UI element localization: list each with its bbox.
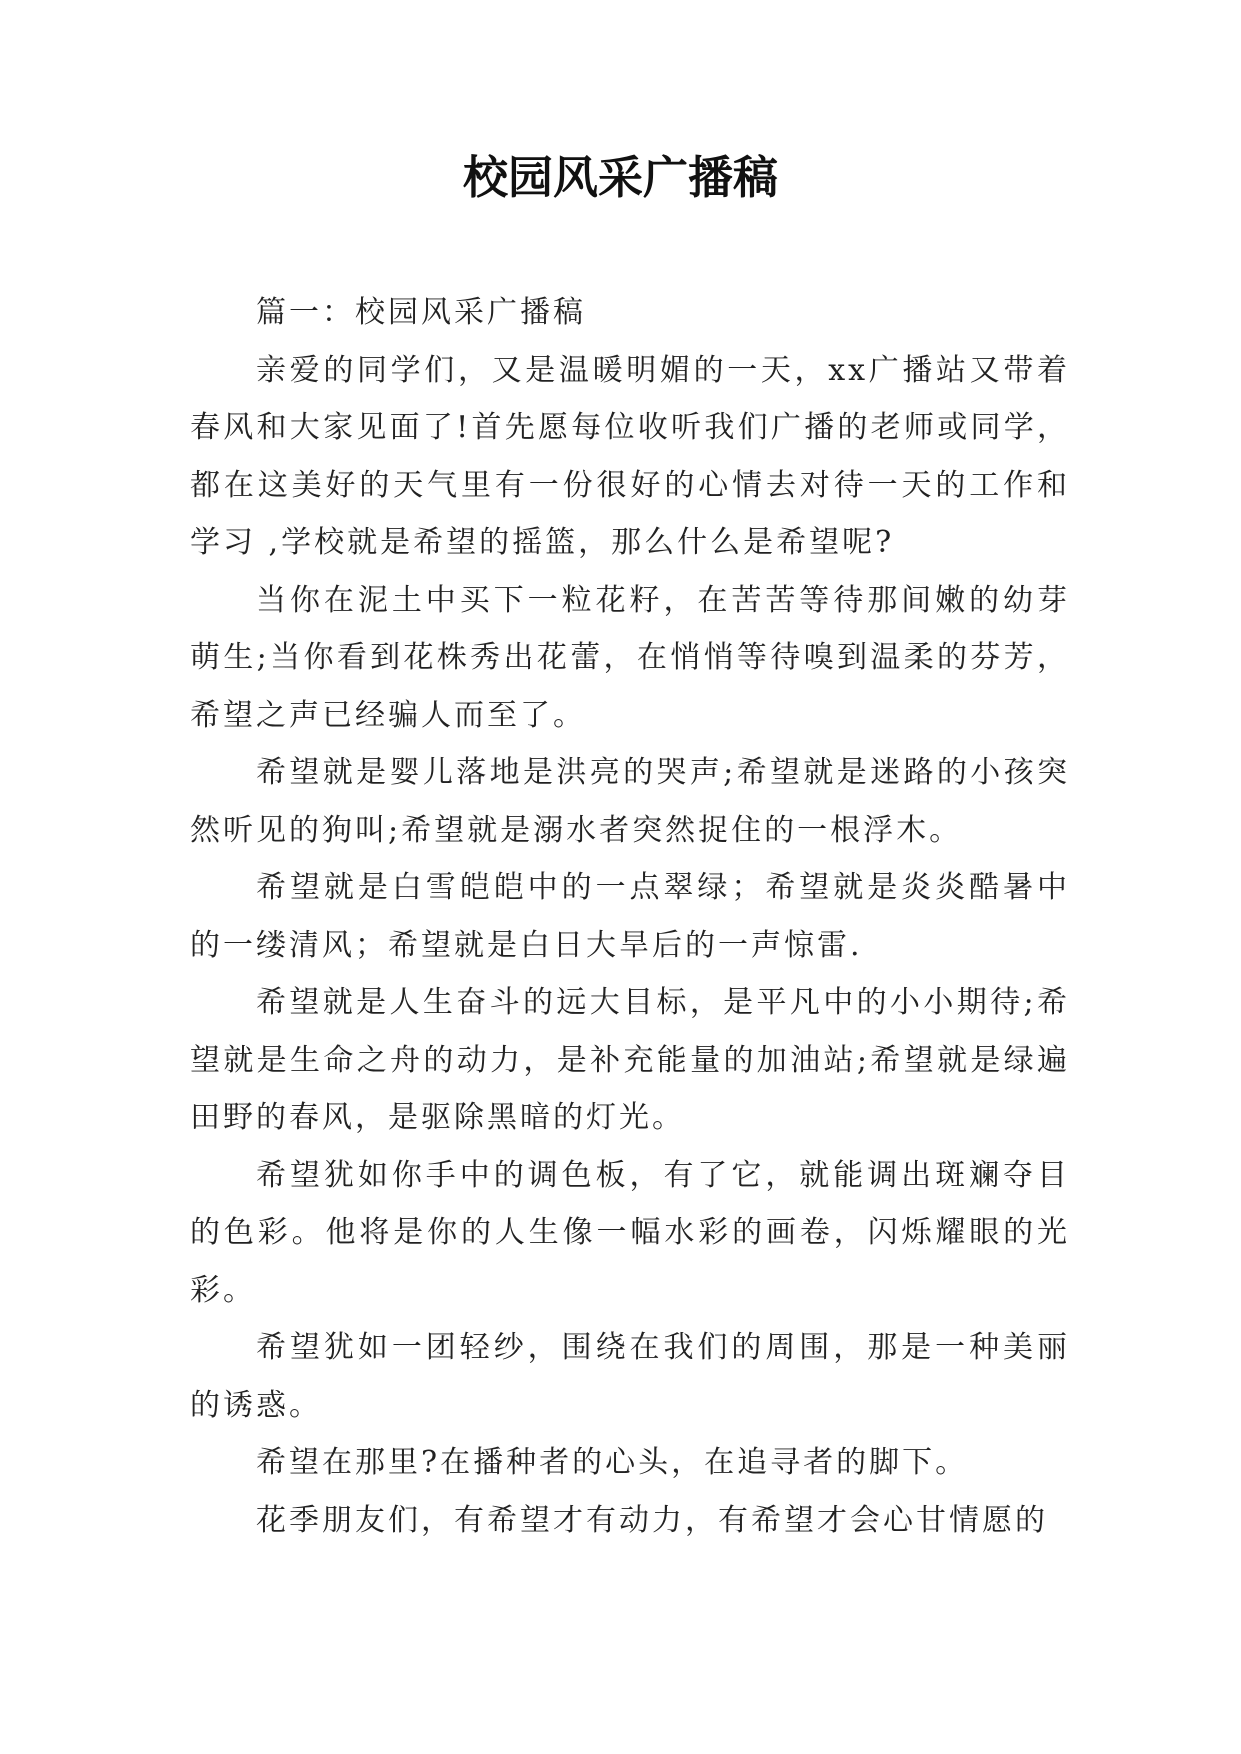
paragraph: 亲爱的同学们，又是温暖明媚的一天，xx广播站又带着春风和大家见面了!首先愿每位收听我们广播的老师或同学，都在这美好的天气里有一份很好的心情去对待一天的工作和学习 ,学校就是希望的摇篮，那么什么是希望呢? [190, 352, 1070, 560]
document-title: 校园风采广播稿 [462, 151, 778, 204]
paragraph: 希望犹如你手中的调色板，有了它，就能调出斑斓夺目的色彩。他将是你的人生像一幅水彩的画卷，闪烁耀眼的光彩。 [190, 1157, 1070, 1308]
paragraph: 希望就是人生奋斗的远大目标，是平凡中的小小期待;希望就是生命之舟的动力，是补充能量的加油站;希望就是绿遍田野的春风，是驱除黑暗的灯光。 [190, 985, 1070, 1135]
paragraph: 花季朋友们，有希望才有动力，有希望才会心甘情愿的 [256, 1502, 1048, 1538]
paragraph: 当你在泥土中买下一粒花籽，在苦苦等待那间嫩的幼芽萌生;当你看到花株秀出花蕾，在悄悄等待嗅到温柔的芬芳，希望之声已经骗人而至了。 [190, 582, 1070, 733]
document-body [190, 284, 1070, 1549]
paragraph: 希望就是白雪皑皑中的一点翠绿；希望就是炎炎酷暑中的一缕清风；希望就是白日大旱后的一声惊雷. [190, 870, 1070, 963]
paragraph: 希望在那里?在播种者的心头，在追寻者的脚下。 [256, 1445, 969, 1480]
paragraph: 希望就是婴儿落地是洪亮的哭声;希望就是迷路的小孩突然听见的狗叫;希望就是溺水者突然捉住的一根浮木。 [190, 755, 1070, 848]
paragraph: 希望犹如一团轻纱，围绕在我们的周围，那是一种美丽的诱惑。 [190, 1330, 1070, 1423]
section-heading: 篇一：校园风采广播稿 [256, 295, 586, 330]
